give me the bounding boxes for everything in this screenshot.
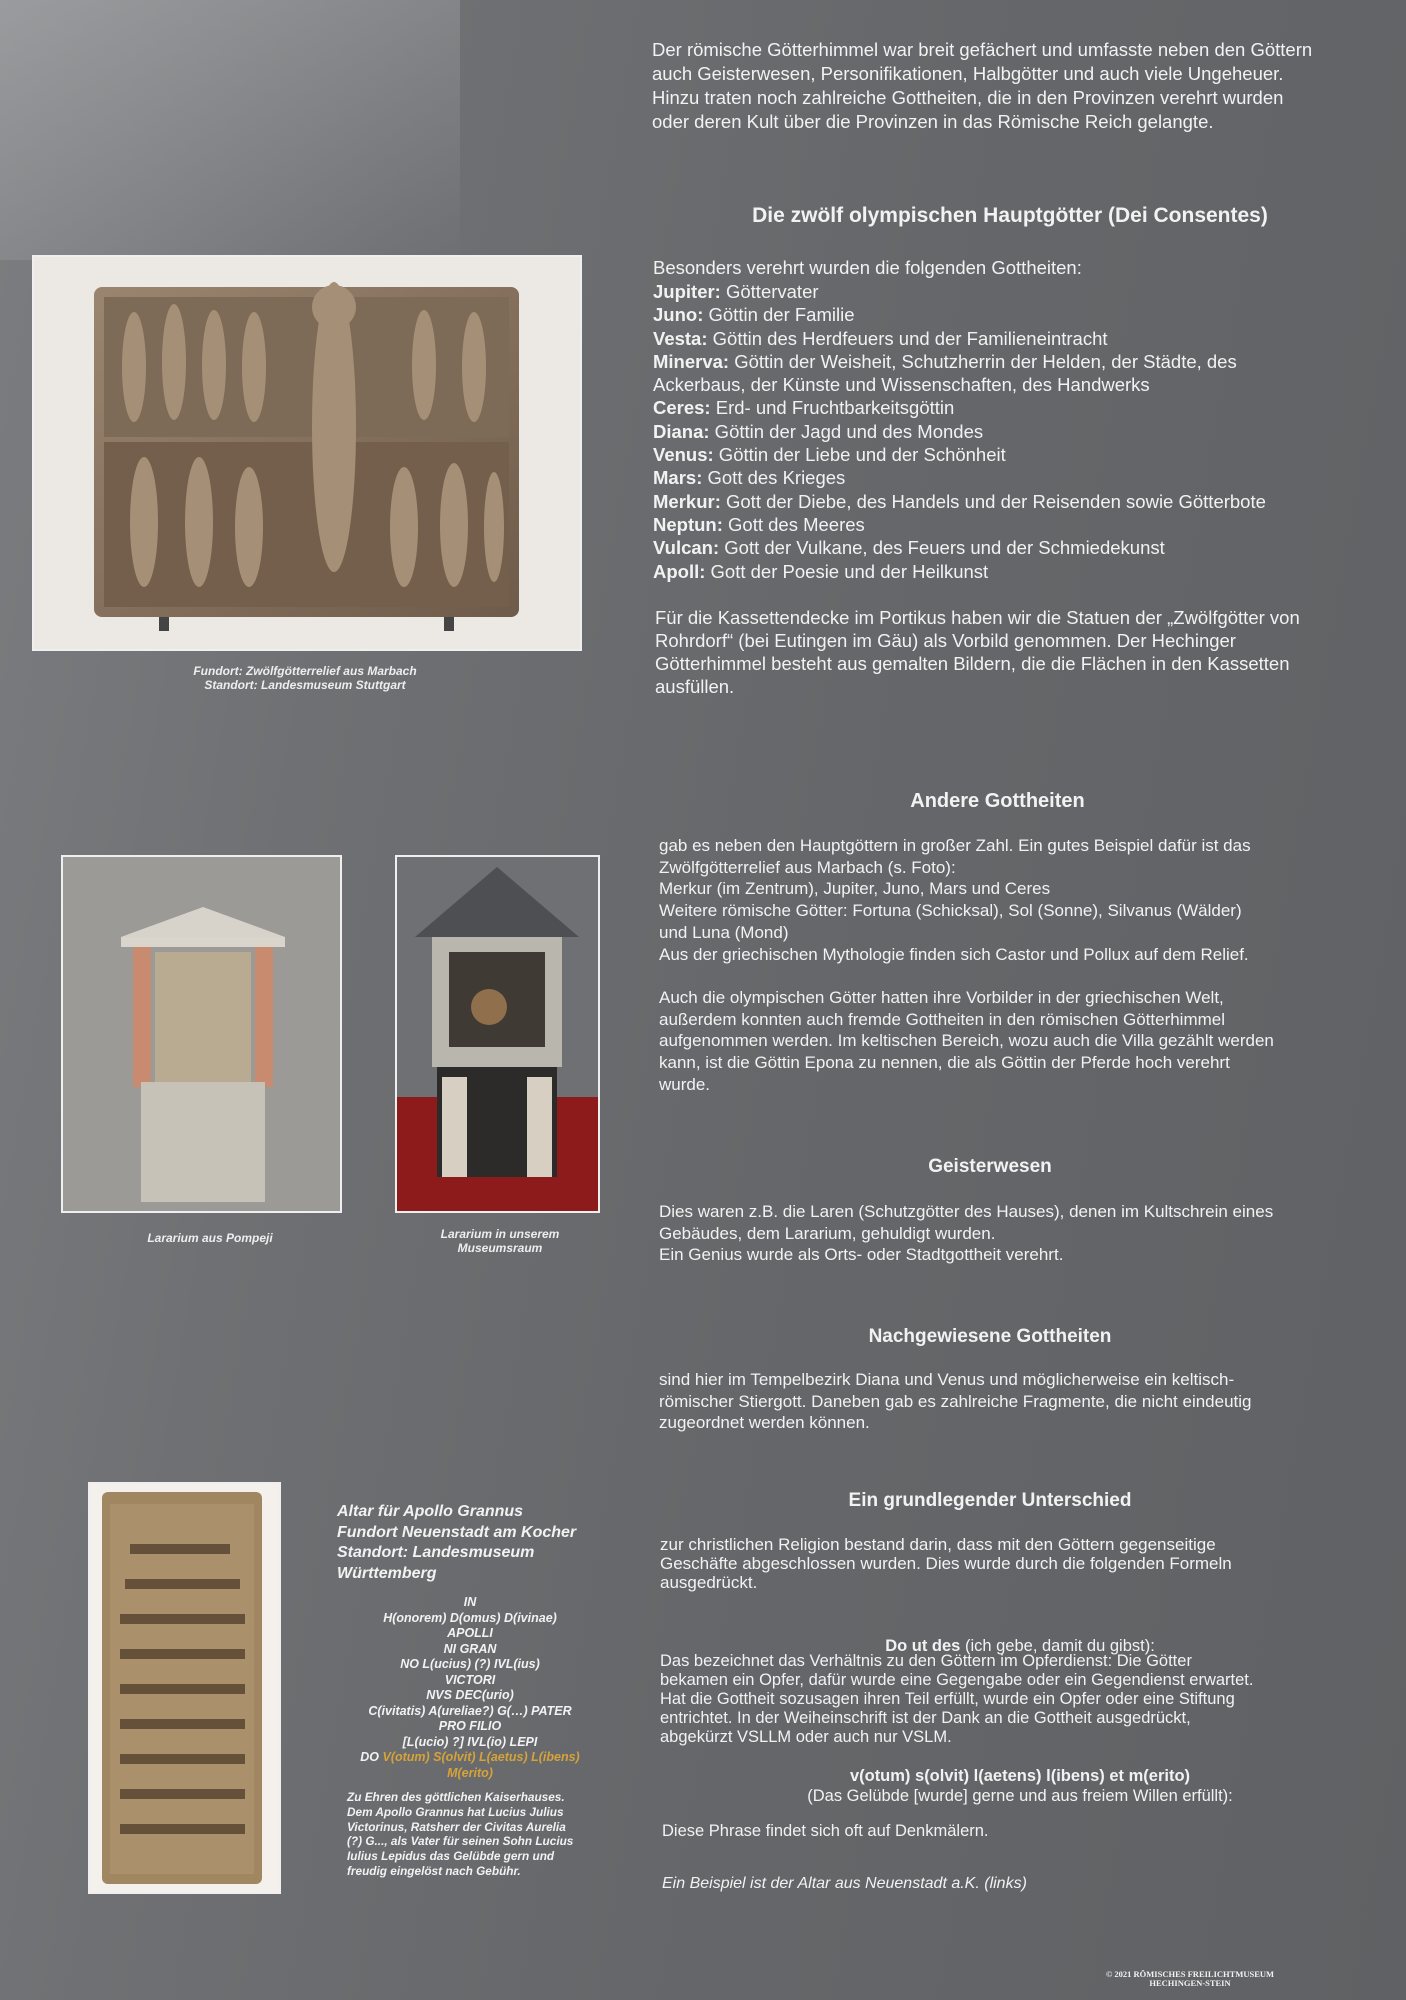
lararium-pompeji-photo: [61, 855, 342, 1213]
sunlight-glare: [0, 0, 460, 260]
god-entry: Diana: Göttin der Jagd und des Mondes: [653, 420, 984, 442]
unterschied-text: zur christlichen Religion bestand darin, dass mit den Göttern gegenseitige Geschäfte abgeschlossen wurden. Dies wurde durch die folgenden Formeln ausgedrückt.: [660, 1535, 1232, 1592]
andere-p2: Auch die olympischen Götter hatten ihre Vorbilder in der griechischen Welt, außerdem konnten auch fremde Gottheiten in den römischen Götterhimmel aufgenommen werden. Im keltischen Bereich, wozu auch die Villa gezählt werden kann, ist die Göttin Epona zu nennen, die als Göttin der Pferde hoch verehrt wurde.: [659, 988, 1274, 1094]
god-entry: Vesta: Göttin des Herdfeuers und der Familieneintracht: [653, 327, 1108, 349]
lararium-museum-photo: [395, 855, 600, 1213]
copyright-footer: © 2021 RÖMISCHES FREILICHTMUSEUM HECHINGEN-STEIN: [1105, 1969, 1275, 1988]
inscription-line: NO L(ucius) (?) IVL(ius): [400, 1657, 540, 1671]
altar-title: Altar für Apollo Grannus Fundort Neuenstadt am Kocher Standort: Landesmuseum Württemberg: [337, 1503, 577, 1582]
inscription-line: NI GRAN: [443, 1641, 497, 1656]
vslm-formula-end: M(erito): [447, 1765, 493, 1780]
andere-p1: gab es neben den Hauptgöttern in großer Zahl. Ein gutes Beispiel dafür ist das Zwölfgötterrelief aus Marbach (s. Foto): Merkur (im Zentrum), Jupiter, Juno, Mars und Ceres Weitere römische Götter: Fortuna (Schicksal), Sol (Sonne), Silvanus (Wälder) und Luna (Mond) Aus der griechischen Mythologie finden sich Castor und Pollux auf dem Relief.: [659, 836, 1251, 964]
inscription-line: [L(ucio) ?] IVL(io) LEPI: [402, 1734, 538, 1749]
altar-photo: [88, 1482, 281, 1894]
lararium-pompeji-caption: Lararium aus Pompeji: [147, 1231, 273, 1245]
olymp-note: Für die Kassettendecke im Portikus haben wir die Statuen der „Zwölfgötter von Rohrdorf“ (bei Eutingen im Gäu) als Vorbild genommen. Der Hechinger Götterhimmel besteht aus gemalten Bildern, die die Flächen in den Kassetten ausfüllen.: [655, 607, 1300, 697]
intro-text: Der römische Götterhimmel war breit gefächert und umfasste neben den Göttern auch Geisterwesen, Personifikationen, Halbgötter und auch viele Ungeheuer. Hinzu traten noch zahlreiche Gottheiten, die in den Provinzen verehrt wurden oder deren Kult über die Provinzen in das Römische Reich gelangte.: [652, 39, 1313, 132]
do-ut-des-line: Do ut des (ich gebe, damit du gibst):: [885, 1636, 1155, 1655]
god-entry: Neptun: Gott des Meeres: [653, 513, 865, 535]
nachgewiesen-text: sind hier im Tempelbezirk Diana und Venus und möglicherweise ein keltisch- römischer Stiergott. Daneben gab es zahlreiche Fragmente, die nicht eindeutig zugeordnet werden können.: [659, 1370, 1252, 1432]
inscription-line: C(ivitatis) A(ureliae?) G(…) PATER: [368, 1703, 572, 1718]
relief-photo: [32, 255, 582, 651]
inscription-line: VICTORI: [444, 1672, 496, 1687]
do-ut-des-term: Do ut des: [885, 1636, 961, 1655]
formula-line: v(otum) s(olvit) l(aetens) l(ibens) et m(erito): [849, 1767, 1191, 1785]
heading-andere: Andere Gottheiten: [910, 790, 1085, 812]
god-entry: Ackerbaus, der Künste und Wissenschaften, des Handwerks: [653, 374, 1150, 396]
phrase-text: Diese Phrase findet sich oft auf Denkmälern.: [662, 1822, 989, 1840]
altar-inscription: [330, 1595, 610, 1781]
heading-nachgewiesen: Nachgewiesene Gottheiten: [868, 1326, 1112, 1347]
inscription-line: NVS DEC(urio): [426, 1688, 514, 1702]
heading-olymp: Die zwölf olympischen Hauptgötter (Dei Consentes): [752, 204, 1268, 227]
opferdienst-text: Das bezeichnet das Verhältnis zu den Göttern im Opferdienst: Die Götter bekamen ein Opfer, dafür wurde eine Gegengabe oder ein Gegendienst erwartet. Hat die Gottheit sozusagen ihren Teil erfüllt, wurde ein Opfer oder eine Stiftung entrichtet. In der Weiheinschrift ist der Dank an die Gottheit ausgedrückt, abgekürzt VSLLM oder auch nur VSLM.: [660, 1652, 1254, 1746]
inscription-line: DO V(otum) S(olvit) L(aetus) L(ibens): [360, 1750, 580, 1764]
god-entry: Apoll: Gott der Poesie und der Heilkunst: [653, 560, 989, 582]
god-entry: Mars: Gott des Krieges: [653, 467, 846, 489]
inscription-line: IN: [463, 1595, 477, 1609]
inscription-line: APOLLI: [447, 1626, 493, 1640]
formula-translation: (Das Gelübde [wurde] gerne und aus freiem Willen erfüllt):: [807, 1787, 1233, 1805]
god-entry: Venus: Göttin der Liebe und der Schönheit: [653, 444, 1006, 466]
relief-caption: Fundort: Zwölfgötterrelief aus Marbach Standort: Landesmuseum Stuttgart: [193, 664, 417, 692]
gods-list: [653, 280, 1373, 583]
vslm-formula: V(otum) S(olvit) L(aetus) L(ibens): [382, 1750, 580, 1764]
lararium-museum-caption: Lararium in unserem Museumsraum: [440, 1227, 560, 1255]
altar-translation: Zu Ehren des göttlichen Kaiserhauses. Dem Apollo Grannus hat Lucius Julius Victorinus, Ratsherr der Civitas Aurelia (?) G..., als Vater für seinen Sohn Lucius Iulius Lepidus das Gelübde gern und freudig eingelöst nach Gebühr.: [347, 1790, 574, 1878]
olymp-lead: Besonders verehrt wurden die folgenden Gottheiten:: [653, 257, 1082, 278]
god-entry: Jupiter: Göttervater: [653, 281, 819, 302]
geister-text: Dies waren z.B. die Laren (Schutzgötter des Hauses), denen im Kultschrein eines Gebäudes, dem Lararium, gehuldigt wurden. Ein Genius wurde als Orts- oder Stadtgottheit verehrt.: [659, 1202, 1274, 1264]
god-entry: Merkur: Gott der Diebe, des Handels und der Reisenden sowie Götterbote: [653, 490, 1266, 512]
heading-unterschied: Ein grundlegender Unterschied: [848, 1490, 1132, 1511]
example-text: Ein Beispiel ist der Altar aus Neuenstadt a.K. (links): [662, 1875, 1027, 1892]
god-entry: Juno: Göttin der Familie: [653, 304, 855, 326]
god-entry: Ceres: Erd- und Fruchtbarkeitsgöttin: [653, 397, 955, 419]
heading-geister: Geisterwesen: [928, 1156, 1052, 1177]
inscription-line: PRO FILIO: [438, 1719, 502, 1733]
god-entry: Minerva: Göttin der Weisheit, Schutzherrin der Helden, der Städte, des: [653, 350, 1237, 372]
inscription-line: H(onorem) D(omus) D(ivinae): [383, 1610, 557, 1625]
god-entry: Vulcan: Gott der Vulkane, des Feuers und der Schmiedekunst: [653, 537, 1165, 559]
